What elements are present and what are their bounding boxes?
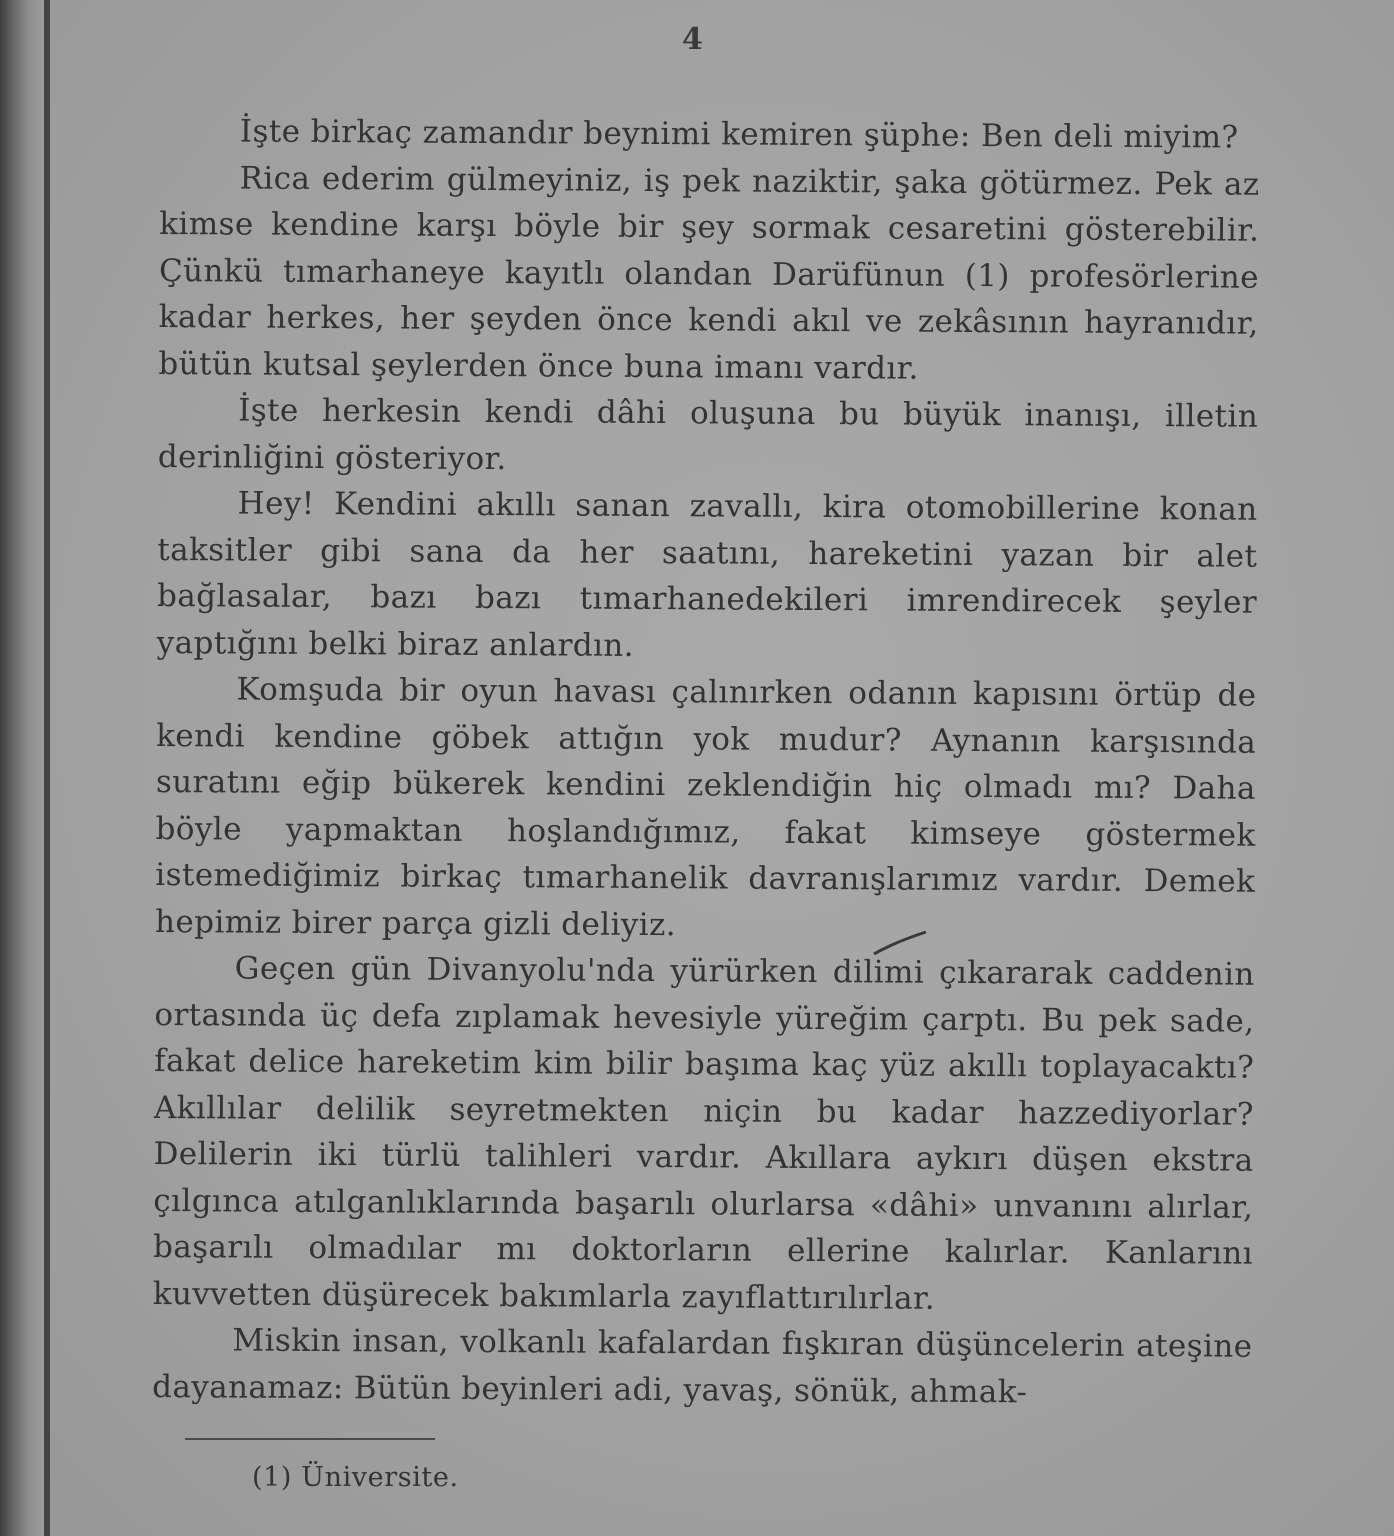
paragraph-2: Rica ederim gülmeyiniz, iş pek naziktir, şaka götürmez. Pek az kimse kendine karşı böyle bir şey sormak cesaretini gösterebilir. Çünkü tımarhaneye kayıtlı olandan Darüfünun (1) profesörlerine kadar herkes, her şeyden önce kendi akıl ve zekâsının hayranıdır, bütün kutsal şeylerden önce buna imanı vardır. bbox=[158, 159, 1260, 387]
paragraph-4: Hey! Kendini akıllı sanan zavallı, kira otomobillerine konan taksitler gibi sana da her saatını, hareketini yazan bir alet bağlasalar, bazı bazı tımarhanedekileri imrendirecek şeyler yaptığını belki biraz anlardın. bbox=[156, 485, 1258, 664]
pen-mark-icon bbox=[870, 928, 930, 958]
paragraph-5: Komşuda bir oyun havası çalınırken odanın kapısını örtüp de kendi kendine göbek attığın yok mudur? Aynanın karşısında suratını eğip bükerek kendini zeklendiğin hiç olmadı mı? Daha böyle yapmaktan hoşlandığımız, fakat kimseye göstermek istemediğimiz birkaç tımarhanelik davranışlarımız vardır. Demek hepimiz birer parça gizli deliyiz. bbox=[154, 671, 1257, 943]
page-number: 4 bbox=[682, 22, 703, 57]
body-text bbox=[152, 108, 1260, 1417]
page-binding-edge bbox=[0, 0, 48, 1536]
footnote: (1) Üniversite. bbox=[252, 1462, 459, 1493]
paragraph-1: İşte birkaç zamandır beynimi kemiren şüphe: Ben deli miyim? bbox=[239, 113, 1239, 156]
paragraph-6: Geçen gün Divanyolu'nda yürürken dilimi çıkararak caddenin ortasında üç defa zıplamak hevesiyle yüreğim çarptı. Bu pek sade, fakat delice hareketim kim bilir başıma kaç yüz akıllı toplayacaktı? Akıllılar delilik seyretmekten niçin bu kadar hazzediyorlar? Delilerin iki türlü talihleri vardır. Akıllara aykırı düşen ekstra çılgınca atılganlıklarında başarılı olurlarsa «dâhi» unvanını alırlar, başarılı olmadılar mı doktorların ellerine kalırlar. Kanlarını kuvvetten düşürecek bakımlarla zayıflattırılırlar. bbox=[152, 950, 1255, 1317]
footnote-divider bbox=[185, 1438, 435, 1440]
paragraph-3: İşte herkesin kendi dâhi oluşuna bu büyük inanışı, illetin derinliğini gösteriyor. bbox=[157, 392, 1259, 477]
paragraph-7: Miskin insan, volkanlı kafalardan fışkıran düşüncelerin ateşine dayanamaz: Bütün beyinleri adi, yavaş, sönük, ahmak- bbox=[152, 1322, 1253, 1410]
page-left-rule bbox=[44, 0, 50, 1536]
